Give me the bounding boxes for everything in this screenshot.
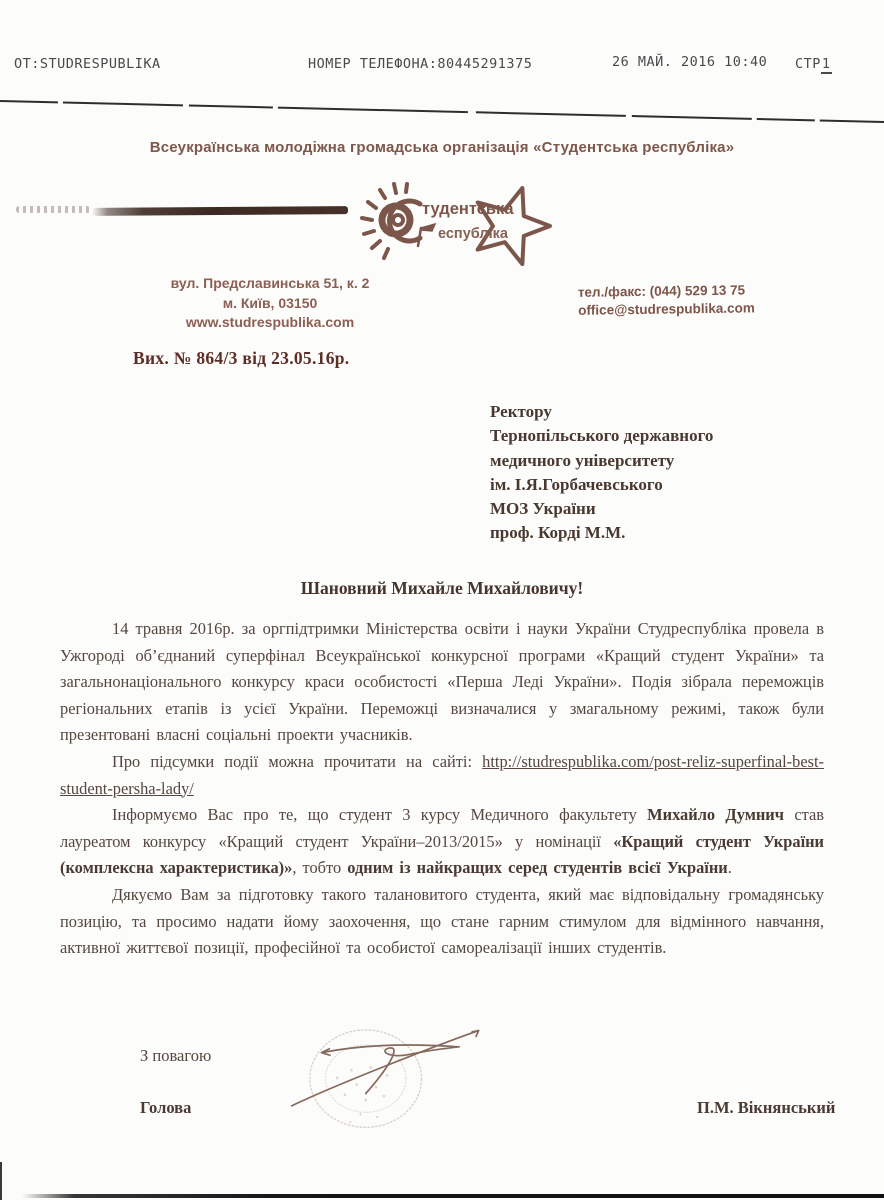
- recipient-line: МОЗ України: [490, 499, 596, 519]
- laureate-text: Інформуємо Вас про те, що студент 3 курсу Медичного факультету: [112, 805, 648, 825]
- laureate-text: , тобто: [292, 858, 348, 878]
- paragraph-laureate: [60, 802, 824, 882]
- scan-bottom-edge: [22, 1194, 884, 1198]
- event-results-url: http://studrespublika.com/post-reliz-superfinal-best-student-persha-lady/: [60, 751, 824, 798]
- paragraph-thanks: Дякуємо Вам за підготовку такого талановитого студента, який має відповідальну громадянську позицію, та просимо надати йому заохочення, що стане гарним стимулом для відмінного навчання, активної життєвої позиції, професійної та особистої самореалізації інших студентів.: [60, 884, 824, 958]
- letterhead-address: [108, 274, 432, 333]
- recipient-line: медичного університету: [490, 450, 675, 470]
- laureate-text: став лауреатом конкурсу «Кращий студент України–2013/2015» у номінації: [60, 805, 824, 851]
- fax-page-number: 1: [821, 56, 831, 72]
- student-name: Михайло Думнич: [647, 805, 784, 825]
- signer-position: Голова: [140, 1098, 192, 1117]
- logo-text-line1: тудентська: [422, 200, 514, 218]
- laureate-text: .: [727, 858, 732, 878]
- paragraph-event: 14 травня 2016р. за оргпідтримки Міністерства освіти і науки України Студреспубліка провела в Ужгороді об’єднаний суперфінал Всеукраїнської конкурсної програми «Кращий студент України» та загальнонаціонального конкурсу краси особистості «Перша Леді України». Подія зібрала переможців регіональних етапів із усієї України. Переможці визначалися у змагальному режимі, також були презентовані власні соціальні проекти учасників.: [60, 619, 824, 745]
- scan-artifact-specks: [16, 206, 90, 213]
- address-website: www.studrespublika.com: [185, 314, 355, 330]
- signer-name: П.М. Вікнянський: [697, 1098, 836, 1117]
- studrespublika-logo-icon: [358, 180, 558, 272]
- scan-artifact-line: [92, 206, 348, 216]
- scan-left-edge-mark: [0, 1162, 2, 1200]
- fax-header: [0, 56, 884, 80]
- recipient-line: Ректору: [490, 402, 552, 421]
- recipient-line: проф. Корді М.М.: [490, 523, 626, 543]
- organization-title: Всеукраїнська молодіжна громадська організація «Студентська республіка»: [149, 139, 735, 156]
- address-city: м. Київ, 03150: [222, 294, 318, 311]
- salutation: Шановний Михайле Михайловичу!: [300, 578, 584, 598]
- link-intro-text: Про підсумки події можна прочитати на сайті:: [112, 751, 483, 771]
- closing-regards: З повагою: [140, 1046, 212, 1065]
- contact-email: office@studrespublika.com: [578, 300, 755, 318]
- letterhead-contact: [578, 280, 838, 320]
- fax-page-label: СТР: [795, 56, 821, 72]
- logo-text-line2: еспубліка: [438, 226, 508, 242]
- address-street: вул. Предславинська 51, к. 2: [170, 275, 370, 291]
- paragraph-link: [60, 749, 824, 802]
- handwritten-signature-icon: [292, 1031, 479, 1106]
- fax-datetime: 26 МАЙ. 2016 10:40: [612, 54, 768, 70]
- recipient-line: ім. І.Я.Горбачевського: [490, 474, 663, 494]
- fax-phone-number: НОМЕР ТЕЛЕФОНА:80445291375: [308, 56, 533, 72]
- reference-number: Вих. № 864/3 від 23.05.16р.: [133, 348, 350, 368]
- letter-body: [60, 616, 824, 962]
- contact-phone: тел./факс: (044) 529 13 75: [577, 282, 746, 300]
- stamp-and-signature: [280, 1015, 800, 1200]
- recipient-line: Тернопільського державного: [490, 426, 714, 446]
- fax-sender: ОТ:STUDRESPUBLIKA: [14, 56, 161, 72]
- recipient-block: [490, 400, 713, 546]
- fax-page-indicator: [795, 56, 832, 72]
- nomination-title: «Кращий студент України (комплексна характеристика)»: [60, 831, 825, 878]
- laureate-honor-text: одним із найкращих серед студентів всієї України: [347, 858, 728, 878]
